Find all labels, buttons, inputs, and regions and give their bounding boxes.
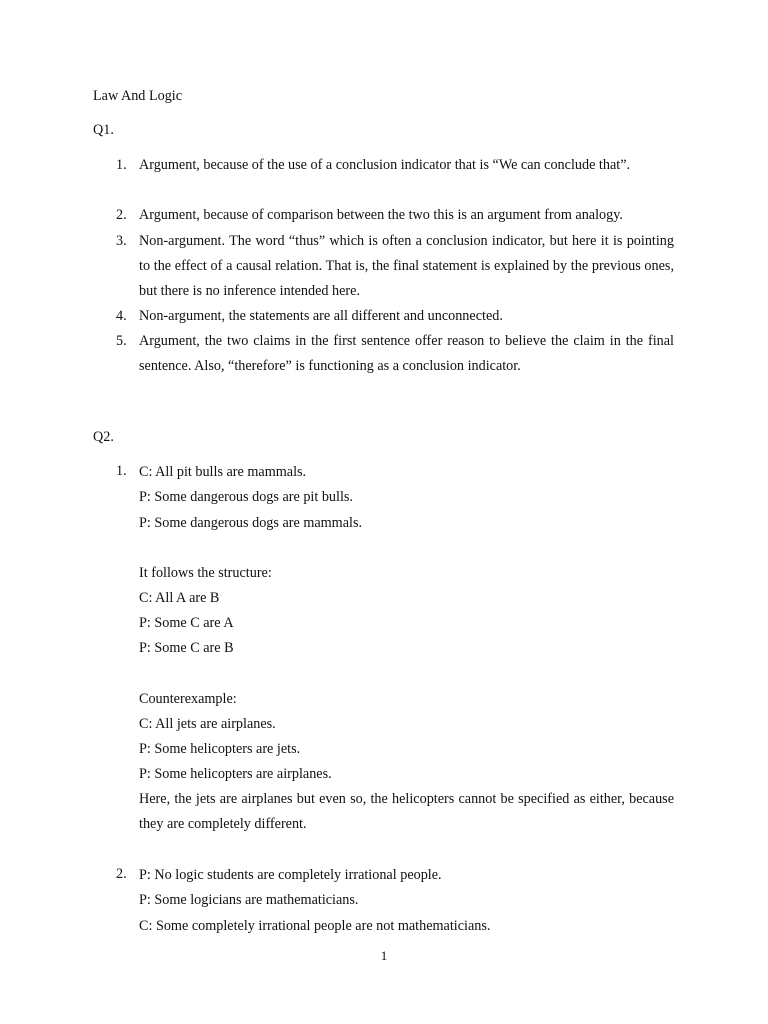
q1-item-number: 1. xyxy=(116,157,127,173)
premise-line: C: All pit bulls are mammals. xyxy=(139,464,307,480)
premise-line: P: Some dangerous dogs are mammals. xyxy=(139,515,363,531)
page-number: 1 xyxy=(380,948,388,963)
q1-item-text: Non-argument. The word “thus” which is often a conclusion indicator, but here it is pointing to the effect of a causal relation. That is, the final statement is explained by the previous ones, but there is no inference intended here. xyxy=(139,233,674,299)
q1-item-text: Non-argument, the statements are all different and unconnected. xyxy=(139,308,503,324)
q1-item-text: Argument, the two claims in the first sentence offer reason to believe the claim in the final sentence. Also, “therefore” is functioning as a conclusion indicator. xyxy=(139,333,674,374)
counterexample-line: P: Some helicopters are jets. xyxy=(139,741,301,757)
structure-line: P: Some C are B xyxy=(139,640,234,656)
premise-line: P: No logic students are completely irrational people. xyxy=(139,867,442,883)
q1-item-number: 2. xyxy=(116,207,127,223)
explanation-paragraph: Here, the jets are airplanes but even so, the helicopters cannot be specified as either, because they are completely different. xyxy=(139,791,674,832)
counterexample-line: P: Some helicopters are airplanes. xyxy=(139,766,332,782)
q1-item-text: Argument, because of the use of a conclusion indicator that is “We can conclude that”. xyxy=(139,157,631,173)
counterexample-heading: Counterexample: xyxy=(139,691,237,707)
premise-line: P: Some dangerous dogs are pit bulls. xyxy=(139,489,353,505)
q1-item-number: 5. xyxy=(116,333,127,349)
q1-item-number: 4. xyxy=(116,308,127,324)
q1-item-text: Argument, because of comparison between the two this is an argument from analogy. xyxy=(139,207,623,223)
premise-line: P: Some logicians are mathematicians. xyxy=(139,892,359,908)
counterexample-line: C: All jets are airplanes. xyxy=(139,716,276,732)
document-title: Law And Logic xyxy=(93,88,183,104)
q1-item-number: 3. xyxy=(116,233,127,249)
structure-line: C: All A are B xyxy=(139,590,220,606)
q2-item-number: 1. xyxy=(116,463,127,479)
q1-heading: Q1. xyxy=(93,122,114,138)
structure-heading: It follows the structure: xyxy=(139,565,272,581)
q2-heading: Q2. xyxy=(93,429,114,445)
conclusion-line: C: Some completely irrational people are not mathematicians. xyxy=(139,918,491,934)
structure-line: P: Some C are A xyxy=(139,615,234,631)
q2-item-number: 2. xyxy=(116,866,127,882)
